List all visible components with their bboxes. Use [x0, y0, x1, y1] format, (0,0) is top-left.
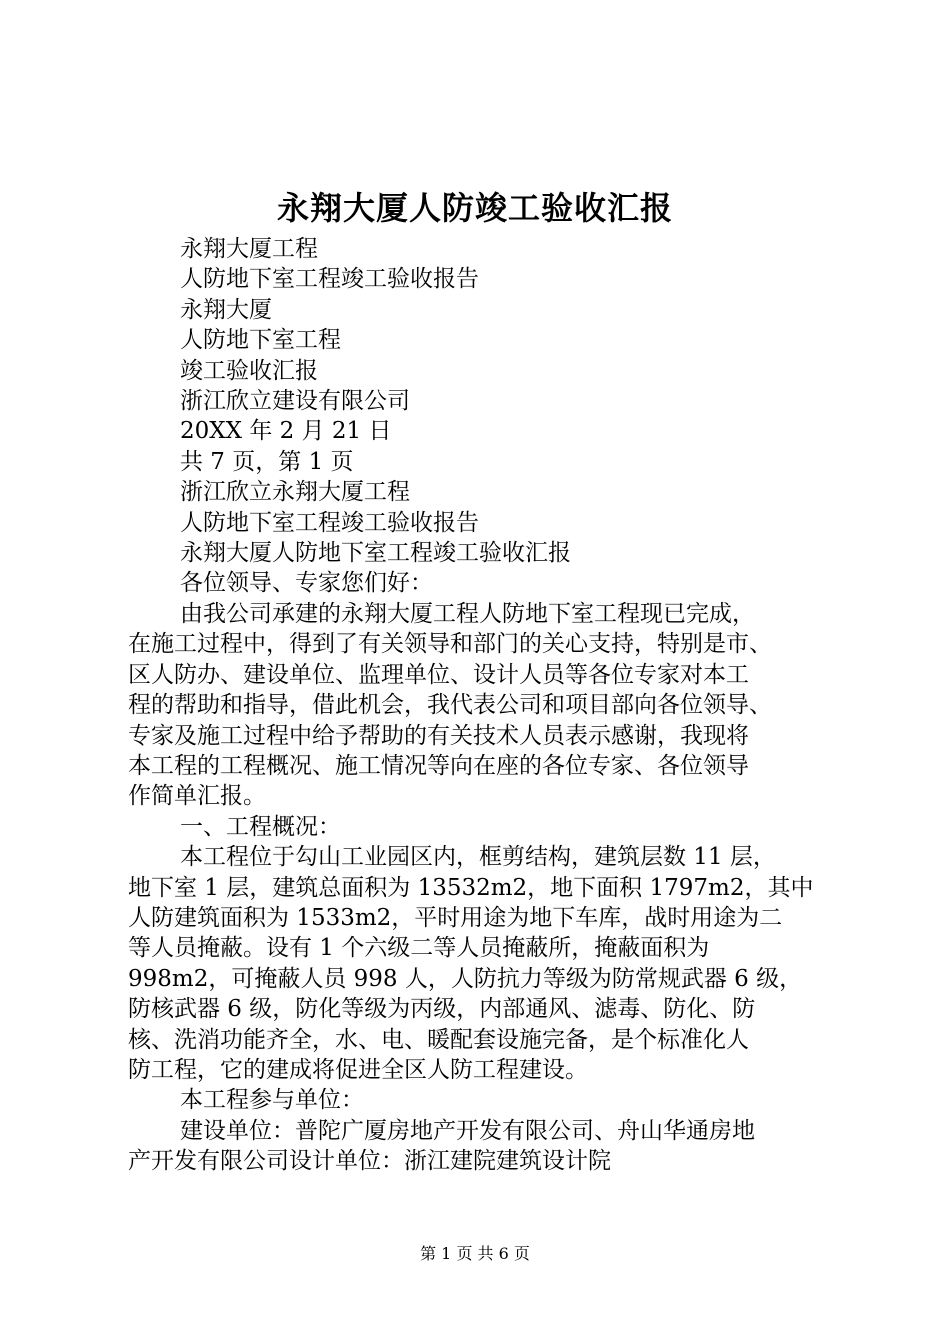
salutation: 各位领导、专家您们好：: [180, 570, 433, 597]
paragraph-line: 程的帮助和指导，借此机会，我代表公司和项目部向各位领导、: [128, 692, 772, 719]
header-line-company: 浙江欣立建设有限公司: [180, 388, 410, 415]
paragraph-overview: [128, 842, 828, 1085]
section-heading-overview: 一、工程概况：: [180, 813, 341, 840]
header-line-project: 永翔大厦工程: [180, 236, 318, 262]
section-heading-participants: 本工程参与单位：: [180, 1087, 364, 1114]
page-footer: 第 1 页 共 6 页: [420, 1244, 530, 1263]
paragraph-line: 区人防办、建设单位、监理单位、设计人员等各位专家对本工: [128, 661, 749, 688]
paragraph-line: 地下室 1 层，建筑总面积为 13532m2，地下面积 1797m2，其中: [128, 874, 814, 901]
header-line-acceptance: 竣工验收汇报: [180, 357, 318, 384]
document-title: 永翔大厦人防竣工验收汇报: [276, 189, 673, 227]
header-line-page-count: 共 7 页，第 1 页: [180, 448, 354, 475]
paragraph-line: 专家及施工过程中给予帮助的有关技术人员表示感谢，我现将: [128, 722, 749, 749]
header-line-date: 20XX 年 2 月 21 日: [180, 418, 392, 445]
paragraph-line: 本工程位于勾山工业园区内，框剪结构，建筑层数 11 层，: [180, 844, 776, 871]
paragraph-line: 防核武器 6 级，防化等级为丙级，内部通风、滤毒、防化、防: [128, 996, 756, 1023]
paragraph-units: [128, 1116, 828, 1177]
header-line-report-title: 人防地下室工程竣工验收报告: [180, 266, 479, 293]
header-line-full-report-title: 永翔大厦人防地下室工程竣工验收汇报: [180, 540, 571, 567]
paragraph-line: 防工程，它的建成将促进全区人防工程建设。: [128, 1056, 588, 1083]
paragraph-line: 在施工过程中，得到了有关领导和部门的关心支持，特别是市、: [128, 631, 772, 658]
document-body: [128, 234, 828, 1177]
header-line-basement: 人防地下室工程: [180, 327, 341, 354]
paragraph-line: 人防建筑面积为 1533m2，平时用途为地下车库，战时用途为二: [128, 904, 783, 931]
paragraph-line: 998m2，可掩蔽人员 998 人，人防抗力等级为防常规武器 6 级，: [128, 965, 803, 992]
paragraph-intro: [128, 599, 828, 812]
header-line-building: 永翔大厦: [180, 296, 272, 323]
paragraph-line: 等人员掩蔽。设有 1 个六级二等人员掩蔽所，掩蔽面积为: [128, 935, 710, 962]
paragraph-line: 建设单位：普陀广厦房地产开发有限公司、舟山华通房地: [180, 1117, 755, 1144]
header-line-company-project: 浙江欣立永翔大厦工程: [180, 479, 410, 506]
paragraph-line: 产开发有限公司设计单位：浙江建院建筑设计院: [128, 1148, 611, 1175]
paragraph-line: 核、洗消功能齐全，水、电、暖配套设施完备，是个标准化人: [128, 1026, 749, 1053]
paragraph-line: 本工程的工程概况、施工情况等向在座的各位专家、各位领导: [128, 752, 749, 779]
paragraph-line: 由我公司承建的永翔大厦工程人防地下室工程现已完成，: [180, 600, 755, 627]
header-line-report-title-repeat: 人防地下室工程竣工验收报告: [180, 509, 479, 536]
paragraph-line: 作简单汇报。: [128, 783, 266, 810]
